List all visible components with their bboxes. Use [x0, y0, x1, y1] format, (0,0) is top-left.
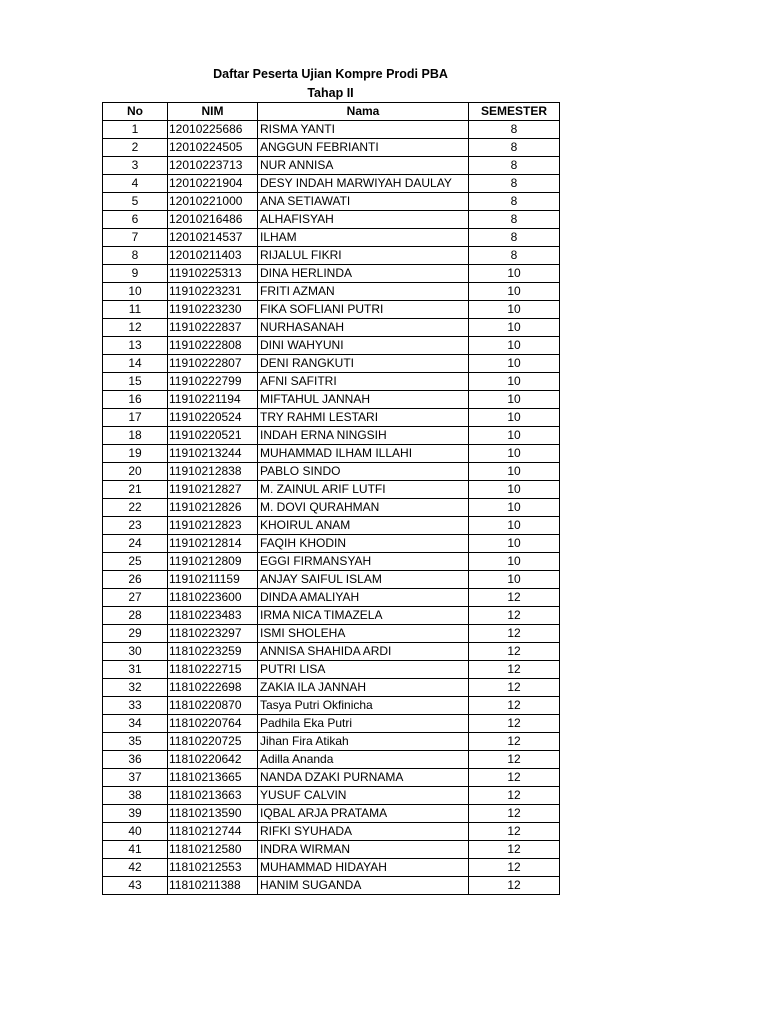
- cell-nama: Adilla Ananda: [258, 751, 469, 769]
- cell-semester: 10: [469, 553, 560, 571]
- cell-nim: 11910212823: [168, 517, 258, 535]
- cell-no: 26: [103, 571, 168, 589]
- cell-no: 15: [103, 373, 168, 391]
- cell-semester: 10: [469, 481, 560, 499]
- cell-nama: NANDA DZAKI PURNAMA: [258, 769, 469, 787]
- cell-semester: 8: [469, 157, 560, 175]
- table-row: [103, 355, 560, 373]
- cell-nama: ANNISA SHAHIDA ARDI: [258, 643, 469, 661]
- cell-nama: TRY RAHMI LESTARI: [258, 409, 469, 427]
- cell-no: 9: [103, 265, 168, 283]
- cell-no: 12: [103, 319, 168, 337]
- cell-semester: 8: [469, 211, 560, 229]
- cell-semester: 8: [469, 121, 560, 139]
- header-nama: Nama: [258, 103, 469, 121]
- cell-no: 14: [103, 355, 168, 373]
- cell-semester: 12: [469, 589, 560, 607]
- cell-nama: MUHAMMAD HIDAYAH: [258, 859, 469, 877]
- cell-semester: 10: [469, 445, 560, 463]
- table-row: [103, 553, 560, 571]
- cell-nim: 11910222799: [168, 373, 258, 391]
- cell-nim: 11910221194: [168, 391, 258, 409]
- cell-nama: Tasya Putri Okfinicha: [258, 697, 469, 715]
- cell-nim: 11910213244: [168, 445, 258, 463]
- cell-nim: 11910212814: [168, 535, 258, 553]
- document-title: Daftar Peserta Ujian Kompre Prodi PBA: [213, 67, 448, 81]
- cell-no: 42: [103, 859, 168, 877]
- table-row: [103, 445, 560, 463]
- cell-no: 18: [103, 427, 168, 445]
- cell-nim: 11810213665: [168, 769, 258, 787]
- table-row: [103, 607, 560, 625]
- cell-semester: 10: [469, 373, 560, 391]
- cell-nim: 12010211403: [168, 247, 258, 265]
- cell-no: 20: [103, 463, 168, 481]
- cell-nama: Jihan Fira Atikah: [258, 733, 469, 751]
- cell-no: 3: [103, 157, 168, 175]
- table-header-row: [103, 103, 560, 121]
- cell-nama: PUTRI LISA: [258, 661, 469, 679]
- cell-semester: 10: [469, 427, 560, 445]
- cell-semester: 8: [469, 139, 560, 157]
- cell-no: 33: [103, 697, 168, 715]
- cell-nama: RIFKI SYUHADA: [258, 823, 469, 841]
- cell-no: 39: [103, 805, 168, 823]
- cell-no: 23: [103, 517, 168, 535]
- table-row: [103, 697, 560, 715]
- cell-semester: 12: [469, 859, 560, 877]
- cell-nama: EGGI FIRMANSYAH: [258, 553, 469, 571]
- cell-nama: IQBAL ARJA PRATAMA: [258, 805, 469, 823]
- cell-nama: FIKA SOFLIANI PUTRI: [258, 301, 469, 319]
- table-row: [103, 481, 560, 499]
- table-row: [103, 193, 560, 211]
- cell-nim: 12010216486: [168, 211, 258, 229]
- cell-nama: ZAKIA ILA JANNAH: [258, 679, 469, 697]
- cell-no: 43: [103, 877, 168, 895]
- table-row: [103, 661, 560, 679]
- cell-nim: 11810222698: [168, 679, 258, 697]
- cell-semester: 8: [469, 193, 560, 211]
- cell-nim: 11910212809: [168, 553, 258, 571]
- cell-nim: 11810220725: [168, 733, 258, 751]
- cell-semester: 8: [469, 229, 560, 247]
- cell-nama: DINA HERLINDA: [258, 265, 469, 283]
- cell-semester: 10: [469, 337, 560, 355]
- cell-nim: 11810212744: [168, 823, 258, 841]
- cell-semester: 12: [469, 661, 560, 679]
- table-row: [103, 409, 560, 427]
- cell-no: 5: [103, 193, 168, 211]
- cell-nama: DINDA AMALIYAH: [258, 589, 469, 607]
- table-row: [103, 373, 560, 391]
- table-row: [103, 427, 560, 445]
- table-row: [103, 211, 560, 229]
- cell-semester: 10: [469, 499, 560, 517]
- table-row: [103, 571, 560, 589]
- table-row: [103, 319, 560, 337]
- cell-no: 11: [103, 301, 168, 319]
- cell-nim: 11910223231: [168, 283, 258, 301]
- cell-nama: RISMA YANTI: [258, 121, 469, 139]
- cell-semester: 10: [469, 319, 560, 337]
- table-row: [103, 787, 560, 805]
- cell-semester: 10: [469, 409, 560, 427]
- table-row: [103, 499, 560, 517]
- cell-nama: HANIM SUGANDA: [258, 877, 469, 895]
- cell-no: 29: [103, 625, 168, 643]
- table-row: [103, 769, 560, 787]
- cell-no: 2: [103, 139, 168, 157]
- cell-nim: 12010221904: [168, 175, 258, 193]
- cell-nama: DINI WAHYUNI: [258, 337, 469, 355]
- cell-nim: 11910220524: [168, 409, 258, 427]
- table-row: [103, 139, 560, 157]
- table-row: [103, 247, 560, 265]
- cell-nama: AFNI SAFITRI: [258, 373, 469, 391]
- cell-semester: 10: [469, 535, 560, 553]
- cell-no: 30: [103, 643, 168, 661]
- cell-semester: 12: [469, 715, 560, 733]
- cell-nama: RIJALUL FIKRI: [258, 247, 469, 265]
- cell-nim: 11910212838: [168, 463, 258, 481]
- cell-nama: FAQIH KHODIN: [258, 535, 469, 553]
- cell-nama: Padhila Eka Putri: [258, 715, 469, 733]
- table-row: [103, 679, 560, 697]
- cell-nama: M. ZAINUL ARIF LUTFI: [258, 481, 469, 499]
- cell-nim: 11810212580: [168, 841, 258, 859]
- cell-nim: 11910222808: [168, 337, 258, 355]
- cell-no: 32: [103, 679, 168, 697]
- cell-nama: PABLO SINDO: [258, 463, 469, 481]
- cell-no: 21: [103, 481, 168, 499]
- cell-nim: 11810223259: [168, 643, 258, 661]
- cell-semester: 12: [469, 607, 560, 625]
- cell-nama: ISMI SHOLEHA: [258, 625, 469, 643]
- table-row: [103, 121, 560, 139]
- cell-nama: ALHAFISYAH: [258, 211, 469, 229]
- cell-semester: 10: [469, 301, 560, 319]
- cell-semester: 10: [469, 463, 560, 481]
- cell-nim: 11810212553: [168, 859, 258, 877]
- cell-nama: INDAH ERNA NINGSIH: [258, 427, 469, 445]
- cell-nim: 11810220642: [168, 751, 258, 769]
- cell-no: 31: [103, 661, 168, 679]
- cell-no: 36: [103, 751, 168, 769]
- cell-no: 41: [103, 841, 168, 859]
- cell-nim: 11810223483: [168, 607, 258, 625]
- table-row: [103, 517, 560, 535]
- header-semester: SEMESTER: [469, 103, 560, 121]
- cell-nim: 11910212826: [168, 499, 258, 517]
- cell-nama: IRMA NICA TIMAZELA: [258, 607, 469, 625]
- cell-nim: 12010214537: [168, 229, 258, 247]
- cell-semester: 8: [469, 247, 560, 265]
- cell-nama: INDRA WIRMAN: [258, 841, 469, 859]
- cell-no: 1: [103, 121, 168, 139]
- cell-nim: 11810220764: [168, 715, 258, 733]
- cell-semester: 12: [469, 841, 560, 859]
- cell-no: 4: [103, 175, 168, 193]
- cell-no: 13: [103, 337, 168, 355]
- cell-nama: DESY INDAH MARWIYAH DAULAY: [258, 175, 469, 193]
- cell-nim: 11910211159: [168, 571, 258, 589]
- cell-semester: 12: [469, 643, 560, 661]
- table-row: [103, 643, 560, 661]
- cell-no: 6: [103, 211, 168, 229]
- table-row: [103, 625, 560, 643]
- cell-semester: 12: [469, 823, 560, 841]
- cell-semester: 12: [469, 877, 560, 895]
- cell-nim: 11810223297: [168, 625, 258, 643]
- cell-nim: 11810211388: [168, 877, 258, 895]
- table-row: [103, 283, 560, 301]
- cell-nama: ANJAY SAIFUL ISLAM: [258, 571, 469, 589]
- cell-no: 24: [103, 535, 168, 553]
- table-row: [103, 157, 560, 175]
- cell-no: 16: [103, 391, 168, 409]
- cell-nim: 11810213590: [168, 805, 258, 823]
- cell-semester: 10: [469, 571, 560, 589]
- participant-table: [102, 102, 560, 895]
- cell-nama: NURHASANAH: [258, 319, 469, 337]
- cell-semester: 10: [469, 283, 560, 301]
- cell-nim: 11810223600: [168, 589, 258, 607]
- cell-no: 7: [103, 229, 168, 247]
- cell-no: 17: [103, 409, 168, 427]
- table-row: [103, 535, 560, 553]
- cell-no: 10: [103, 283, 168, 301]
- cell-semester: 10: [469, 391, 560, 409]
- cell-nim: 12010221000: [168, 193, 258, 211]
- table-row: [103, 841, 560, 859]
- cell-nim: 11910223230: [168, 301, 258, 319]
- header-no: No: [103, 103, 168, 121]
- cell-nim: 11910222837: [168, 319, 258, 337]
- cell-semester: 12: [469, 625, 560, 643]
- cell-semester: 10: [469, 517, 560, 535]
- table-row: [103, 733, 560, 751]
- table-row: [103, 823, 560, 841]
- cell-nama: FRITI AZMAN: [258, 283, 469, 301]
- cell-nama: NUR ANNISA: [258, 157, 469, 175]
- table-row: [103, 301, 560, 319]
- cell-no: 22: [103, 499, 168, 517]
- cell-nama: M. DOVI QURAHMAN: [258, 499, 469, 517]
- table-row: [103, 859, 560, 877]
- cell-semester: 12: [469, 679, 560, 697]
- cell-semester: 10: [469, 355, 560, 373]
- cell-nim: 11910222807: [168, 355, 258, 373]
- cell-nim: 12010225686: [168, 121, 258, 139]
- cell-nim: 11810213663: [168, 787, 258, 805]
- cell-no: 25: [103, 553, 168, 571]
- cell-nama: DENI RANGKUTI: [258, 355, 469, 373]
- table-row: [103, 805, 560, 823]
- cell-nama: MIFTAHUL JANNAH: [258, 391, 469, 409]
- cell-no: 27: [103, 589, 168, 607]
- cell-no: 35: [103, 733, 168, 751]
- cell-no: 19: [103, 445, 168, 463]
- header-nim: NIM: [168, 103, 258, 121]
- cell-nim: 11910220521: [168, 427, 258, 445]
- cell-nama: MUHAMMAD ILHAM ILLAHI: [258, 445, 469, 463]
- cell-nim: 12010224505: [168, 139, 258, 157]
- table-row: [103, 751, 560, 769]
- cell-no: 34: [103, 715, 168, 733]
- cell-nim: 11910225313: [168, 265, 258, 283]
- table-row: [103, 391, 560, 409]
- cell-nim: 11810220870: [168, 697, 258, 715]
- table-row: [103, 463, 560, 481]
- cell-semester: 12: [469, 787, 560, 805]
- cell-nama: ANA SETIAWATI: [258, 193, 469, 211]
- cell-no: 37: [103, 769, 168, 787]
- document-subtitle: Tahap II: [307, 86, 354, 100]
- cell-semester: 12: [469, 769, 560, 787]
- table-row: [103, 265, 560, 283]
- cell-nim: 12010223713: [168, 157, 258, 175]
- cell-semester: 10: [469, 265, 560, 283]
- table-row: [103, 337, 560, 355]
- table-row: [103, 589, 560, 607]
- table-body: [103, 121, 560, 895]
- cell-no: 38: [103, 787, 168, 805]
- cell-nama: YUSUF CALVIN: [258, 787, 469, 805]
- cell-nim: 11810222715: [168, 661, 258, 679]
- cell-no: 8: [103, 247, 168, 265]
- cell-no: 28: [103, 607, 168, 625]
- cell-nama: ILHAM: [258, 229, 469, 247]
- table-row: [103, 175, 560, 193]
- cell-semester: 12: [469, 805, 560, 823]
- cell-semester: 12: [469, 697, 560, 715]
- cell-nim: 11910212827: [168, 481, 258, 499]
- table-row: [103, 877, 560, 895]
- cell-semester: 12: [469, 733, 560, 751]
- cell-no: 40: [103, 823, 168, 841]
- cell-nama: ANGGUN FEBRIANTI: [258, 139, 469, 157]
- cell-semester: 8: [469, 175, 560, 193]
- cell-nama: KHOIRUL ANAM: [258, 517, 469, 535]
- table-row: [103, 229, 560, 247]
- table-row: [103, 715, 560, 733]
- cell-semester: 12: [469, 751, 560, 769]
